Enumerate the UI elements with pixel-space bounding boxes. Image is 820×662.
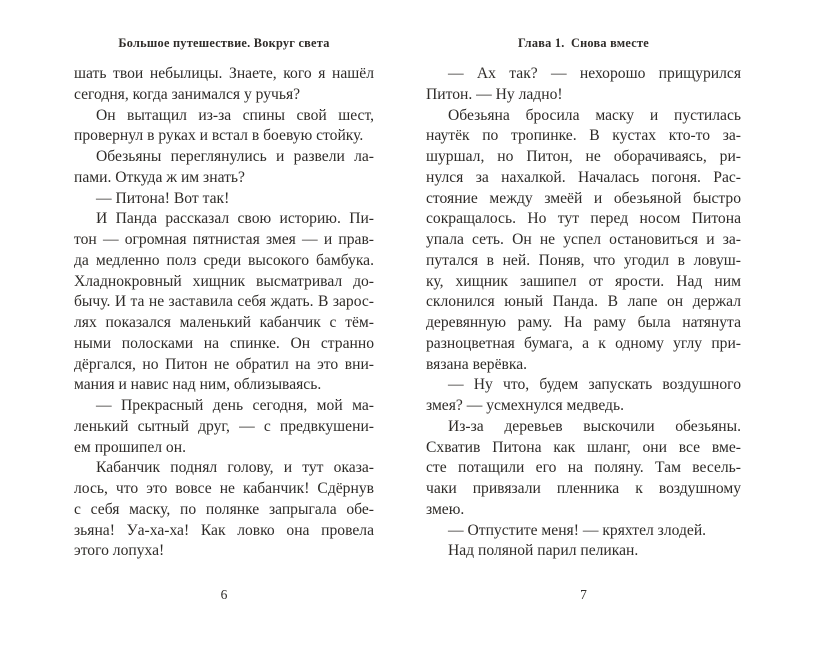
text-line: сокращалось. Но тут перед носом Питона [426,210,741,228]
text-line: Хладнокровный хищник высматривал до- [74,272,374,290]
text-line: — Отпустите меня! — кряхтел злодей. [448,521,707,539]
text-line: этого лопуха! [74,542,165,560]
text-line: сте потащили его на поляну. Там весель- [426,459,741,477]
text-line: Питон. — Ну ладно! [426,85,563,103]
text-line: мания и навис над ним, облизываясь. [74,376,322,394]
page-number-left: 6 [220,587,228,602]
text-line: ем прошипел он. [74,438,186,456]
text-line: с себя маску, по полянке запрыгала обе- [74,500,374,518]
page-right [426,0,741,662]
text-line: Кабанчик поднял голову, и тут оказа- [96,459,374,477]
text-line: путался в ней. Поняв, что угодил в ловуш- [426,251,741,269]
text-line: лось, что это вовсе не кабанчик! Сдёрнув [74,480,374,497]
text-line: Он вытащил из-за спины свой шест, [96,106,374,124]
running-header-right: Глава 1. Снова вместе [517,36,649,50]
text-line: деревянную раму. На раму была натянута [426,314,741,331]
text-line: ными полосками на спинке. Он странно [74,334,374,352]
text-line: змею. [426,500,465,518]
text-line: провернул в руках и встал в боевую стойку. [74,127,364,145]
text-line: — Прекрасный день сегодня, мой ма- [96,397,374,414]
text-line: тон — огромная пятнистая змея — и прав- [74,231,374,248]
page-number-right: 7 [580,587,587,602]
text-line: — Питона! Вот так! [96,189,230,207]
text-line: нулся за нахалкой. Началась погоня. Рас- [426,168,741,186]
text-line: пами. Откуда ж им знать? [74,168,245,186]
text-line: разноцветная бумага, а к одному углу при- [426,334,741,352]
text-line: сегодня, когда занимался у ручья? [74,85,301,103]
text-line: змея? — усмехнулся медведь. [426,397,624,414]
running-header-left: Большое путешествие. Вокруг света [118,36,330,50]
text-line: чаки привязали пленника к воздушному [426,480,741,497]
text-line: стояние между змеёй и обезьяной быстро [426,189,741,207]
text-line: ленький сытный друг, — с предвкушени- [74,417,374,435]
page-left [74,0,374,662]
text-line: шуршал, но Питон, не оборачиваясь, ри- [426,148,741,165]
text-line: — Ах так? — нехорошо прищурился [448,65,741,82]
text-block-left [74,64,374,562]
text-line: да медленно полз среди высокого бамбука. [74,251,374,269]
text-line: Схватив Питона как шланг, они все вме- [426,438,741,456]
text-block-right [426,64,741,562]
text-line: — Ну что, будем запускать воздушного [448,376,741,394]
text-line: Над поляной парил пеликан. [448,542,639,560]
text-line: вязана верёвка. [426,355,528,373]
text-line: наутёк по тропинке. В кустах кто-то за- [426,127,741,145]
text-line: шать твои небылицы. Знаете, кого я нашёл [74,65,374,82]
text-line: упала сеть. Он не успел остановиться и за- [426,231,741,248]
text-line: склонился юный Панда. В лапе он держал [426,293,741,311]
text-line: Обезьяна бросила маску и пустилась [448,106,741,124]
text-line: лях показался маленький кабанчик с тём- [74,314,374,331]
text-line: зьяна! Уа-ха-ха! Как ловко она провела [74,521,374,539]
text-line: Обезьяны переглянулись и развели ла- [96,148,374,165]
text-line: ку, хищник зашипел от ярости. Над ним [426,272,741,290]
text-line: И Панда рассказал свою историю. Пи- [96,210,374,228]
text-line: Из-за деревьев выскочили обезьяны. [448,417,741,435]
text-line: дёргался, но Питон не обратил на это вни- [74,355,374,373]
text-line: бычу. И та не заставила себя ждать. В зарос- [74,293,374,311]
